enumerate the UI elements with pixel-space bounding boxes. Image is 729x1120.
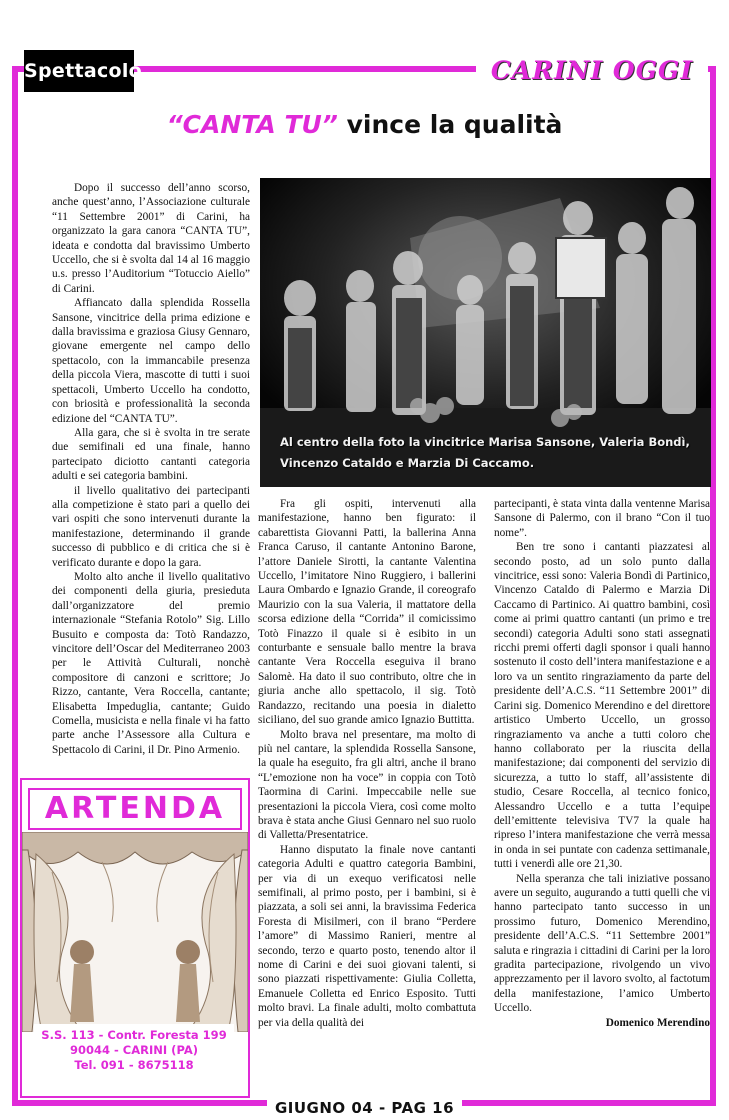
article-headline [0, 110, 729, 139]
paragraph: partecipanti, è stata vinta dalla ventenne Marisa Sansone di Palermo, con il brano “Con il tuo nome”. [494, 498, 710, 539]
paragraph: Ben tre sono i cantanti piazzatesi al secondo posto, ad un solo punto dalla vincitrice, essi sono: Valeria Bondì di Partinico, Vincenzo Cataldo di Palermo e Marzia Di Caccamo di Partinico. Ai quattro bambini, così come ai primi quattro cantanti (un primo e tre secondi) categoria Adulti sono stati assegnati ricchi premi offerti dagli sponsor i quali hanno sostenuto il costo dell’intera manifestazione e a loro va un sentito ringraziamento da parte del presidente dell’A.C.S. “11 Settembre 2001” di Carini sig. Domenico Merendino e del direttore artistico Umberto Uccello, un grosso ringraziamento va anche a tutti coloro che hanno collaborato per la riuscita della manifestazione; dai componenti del servizio di sicurezza, a tutto lo staff, all’assistente di studio, Cesare Roccella, al tecnico fonico, Alessandro Uccello e a tutta l’equipe dell’emittente televisiva TV7 la quale ha ripreso l’intera manifestazione che verrà messa in onda in sei puntate con cadenza settimanale, tutti i venerdì alle ore 21,30. [494, 541, 710, 871]
page-footer [0, 1098, 729, 1118]
paragraph: Alla gara, che si è svolta in tre serate due semifinali ed una finale, hanno partecipato diciotto cantanti categoria adulti e sei categoria bambini. [52, 426, 250, 483]
curtain-illustration [22, 832, 248, 1032]
paragraph: il livello qualitativo dei partecipanti alla competizione è stato pari a quello dei vari ospiti che sono intervenuti durante la manifestazione, determinando il grande successo di pubblico e di critica che si è verificato durante e dopo la gara. [52, 484, 250, 569]
ad-address: S.S. 113 - Contr. Foresta 199 [41, 1028, 227, 1042]
footer-date-page: GIUGNO 04 - PAG 16 [267, 1098, 462, 1118]
ad-phone: Tel. 091 - 8675118 [74, 1058, 194, 1072]
ad-brand: ARTENDA [28, 788, 242, 830]
page-frame-left [12, 66, 18, 1106]
author-signature: Domenico Merendino [605, 1016, 710, 1029]
headline-quoted: “CANTA TU” [166, 110, 338, 139]
paragraph: Molto alto anche il livello qualitativo dei componenti della giuria, presieduta dall’organizzatore del premio internazionale “Stefania Rotolo” Sig. Lillo Busuito e composta da: Totò Randazzo, vincitore dell’Oscar del Mediterraneo 2003 per le Attività Culturali, nonchè compositore di canzoni e scrittore; Jo Rizzo, cantante, Vera Roccella, cantante; Elisabetta Impeduglia, cantante; Guido Comella, musicista e nella finale vi ha fatto parte anche l’Assessore alla Cultura e Spettacolo di Carini, il Dr. Pino Armenio. [52, 570, 250, 756]
masthead-logo: CARINI OGGI [476, 52, 708, 90]
headline-rest: vince la qualità [337, 110, 563, 139]
paragraph: Dopo il successo dell’anno scorso, anche quest’anno, l’Associazione culturale “11 Settembre 2001” di Carini, ha organizzato la gara canora “CANTA TU”, ideata e condotta dal bravissimo Umberto Uccello, che si è svolta dal 14 al 16 maggio u.s. presso l’Auditorium “Totuccio Aiello” di Carini. [52, 182, 250, 295]
paragraph: Nella speranza che tali iniziative possano avere un seguito, augurando a tutti quelli che vi hanno partecipato tanto successo in un prossimo futuro, Domenico Merendino, presidente dell’A.C.S. “11 Settembre 2001” saluta e ringrazia i cittadini di Carini per la loro gradita partecipazione, rivolgendo un vivo apprezzamento per il lavoro svolto, al factotum della manifestazione, l’amico Umberto Uccello. [494, 872, 710, 1015]
paragraph: Hanno disputato la finale nove cantanti categoria Adulti e quattro categoria Bambini, per via di un exequo verificatosi nelle semifinali, al primo posto, per i bambini, si è piazzata, a soli sei anni, la bravissima Federica Foresta di Misilmeri, con il brano “Perdere l’amore” di Massimo Ranieri, mentre al secondo, terzo e quarto posto, tenendo altor il nome di Carini e dei suoi giovani talenti, si sono piazzati rispettivamente: Giulia Colletta, Emanuele Colletta ed Enrico Esposito. Tutti molto bravi. La finale adulti, molto combattuta per via della qualità dei [258, 843, 476, 1029]
article-column-1 [52, 181, 250, 757]
section-label: Spettacolo [24, 50, 134, 92]
paragraph: Fra gli ospiti, intervenuti alla manifestazione, hanno ben figurato: il cabarettista Giovanni Patti, la ballerina Anna Franca Caruso, il cantante Antonino Barone, l’attore Daniele Sirotti, la cantante Valentina Uccello, l’imitatore Nino Ruggiero, i ballerini Laura Ombardo e Ignazio Grande, il coreografo Maurizio con la sua Valeria, il mattatore della scorsa edizione della “Corrida” il comicissimo Totò Finazzo il quale si è esibito in un conturbante e sensuale ballo mentre la brava cantante Vera Roccella eseguiva il brano Salomè. Ha dato il suo contributo, oltre che in giuria anche allo spettacolo, il sig. Totò Randazzo, recitando una poesia in dialetto siciliano, del suo grande amico Ignazio Buttitta. [258, 498, 476, 727]
article-column-3 [494, 497, 710, 1030]
ad-contact [34, 1024, 234, 1077]
paragraph: Affiancato dalla splendida Rossella Sansone, vincitrice della prima edizione e dalla bravissima e graziosa Giusy Gennaro, giovane emergente nel campo dello spettacolo, con la immancabile presenza della piccola Viera, mascotte di tutti i suoi spettacoli, Umberto Uccello ha condotto, con briosità e professionalità la seconda edizione del “CANTA TU”. [52, 297, 250, 425]
paragraph: Molto brava nel presentare, ma molto di più nel cantare, la splendida Rossella Sansone, la quale ha eseguito, fra gli altri, anche il brano “L’emozione non ha voce” in coppia con Totò Taormina di Carini. Impeccabile nelle sue presentazioni la piccola Viera, così come molto brava è stata anche Giusi Gennaro nel suo ruolo di Valletta/Presentatrice. [258, 728, 476, 842]
article-column-2 [258, 497, 476, 1030]
ad-city: 90044 - CARINI (PA) [70, 1043, 198, 1057]
event-photo [260, 178, 711, 487]
photo-caption: Al centro della foto la vincitrice Marisa Sansone, Valeria Bondì, Vincenzo Cataldo e Marzia Di Caccamo. [280, 435, 690, 470]
advertisement [20, 778, 250, 1098]
